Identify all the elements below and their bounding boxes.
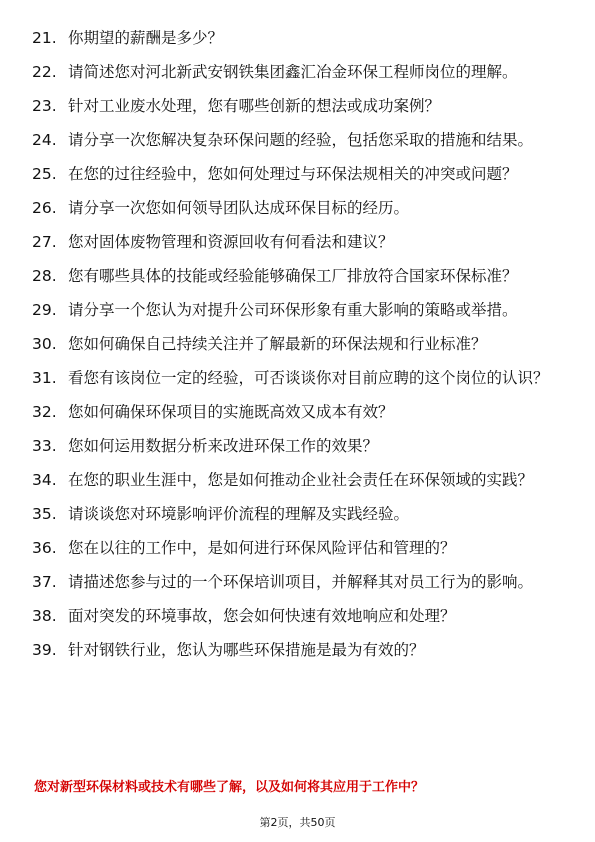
page-footer: 第2页，共50页 <box>259 816 336 829</box>
question-text: 你期望的薪酬是多少？ <box>68 29 224 47</box>
question-text: 请分享一次您如何领导团队达成环保目标的经历。 <box>68 199 410 217</box>
question-number: 38. <box>32 607 57 625</box>
question-item <box>32 265 562 287</box>
highlighted-question: 您对新型环保材料或技术有哪些了解，以及如何将其应用于工作中？ <box>34 780 425 795</box>
question-number: 31. <box>32 369 57 387</box>
question-text: 在您的过往经验中，您如何处理过与环保法规相关的冲突或问题？ <box>68 165 518 183</box>
question-number: 23. <box>32 97 57 115</box>
question-text: 您如何确保自己持续关注并了解最新的环保法规和行业标准？ <box>68 335 487 353</box>
question-text: 您如何确保环保项目的实施既高效又成本有效？ <box>68 403 394 421</box>
question-text: 面对突发的环境事故，您会如何快速有效地响应和处理？ <box>68 607 456 625</box>
question-item <box>32 197 562 219</box>
question-number: 30. <box>32 335 57 353</box>
question-text: 请分享一个您认为对提升公司环保形象有重大影响的策略或举措。 <box>68 301 518 319</box>
question-text: 在您的职业生涯中，您是如何推动企业社会责任在环保领域的实践？ <box>68 471 534 489</box>
question-number: 22. <box>32 63 57 81</box>
question-item <box>32 469 562 491</box>
question-item <box>32 163 562 185</box>
question-item <box>32 435 562 457</box>
question-text: 您有哪些具体的技能或经验能够确保工厂排放符合国家环保标准？ <box>68 267 518 285</box>
question-number: 29. <box>32 301 57 319</box>
question-item <box>32 401 562 423</box>
question-text: 您如何运用数据分析来改进环保工作的效果？ <box>68 437 379 455</box>
question-item <box>32 367 562 389</box>
question-text: 看您有该岗位一定的经验，可否谈谈你对目前应聘的这个岗位的认识？ <box>68 369 549 387</box>
question-number: 35. <box>32 505 57 523</box>
question-text: 请分享一次您解决复杂环保问题的经验，包括您采取的措施和结果。 <box>68 131 534 149</box>
question-number: 33. <box>32 437 57 455</box>
question-number: 25. <box>32 165 57 183</box>
question-number: 39. <box>32 641 57 659</box>
question-number: 37. <box>32 573 57 591</box>
question-text: 针对钢铁行业，您认为哪些环保措施是最为有效的？ <box>68 641 425 659</box>
question-number: 28. <box>32 267 57 285</box>
question-text: 请谈谈您对环境影响评价流程的理解及实践经验。 <box>68 505 410 523</box>
question-text: 请描述您参与过的一个环保培训项目，并解释其对员工行为的影响。 <box>68 573 534 591</box>
question-item <box>32 61 562 83</box>
question-item <box>32 299 562 321</box>
question-text: 您在以往的工作中，是如何进行环保风险评估和管理的？ <box>68 539 456 557</box>
question-item <box>32 129 562 151</box>
question-number: 27. <box>32 233 57 251</box>
question-number: 36. <box>32 539 57 557</box>
question-number: 34. <box>32 471 57 489</box>
question-item <box>32 571 562 593</box>
question-number: 32. <box>32 403 57 421</box>
question-item <box>32 333 562 355</box>
question-item <box>32 95 562 117</box>
question-number: 21. <box>32 29 57 47</box>
question-text: 您对固体废物管理和资源回收有何看法和建议？ <box>68 233 394 251</box>
question-item <box>32 231 562 253</box>
question-item <box>32 639 562 661</box>
question-item <box>32 27 562 49</box>
question-item <box>32 537 562 559</box>
question-item <box>32 605 562 627</box>
question-list <box>32 27 562 661</box>
question-text: 针对工业废水处理，您有哪些创新的想法或成功案例？ <box>68 97 441 115</box>
question-number: 24. <box>32 131 57 149</box>
question-text: 请简述您对河北新武安钢铁集团鑫汇冶金环保工程师岗位的理解。 <box>68 63 518 81</box>
question-item <box>32 503 562 525</box>
question-number: 26. <box>32 199 57 217</box>
